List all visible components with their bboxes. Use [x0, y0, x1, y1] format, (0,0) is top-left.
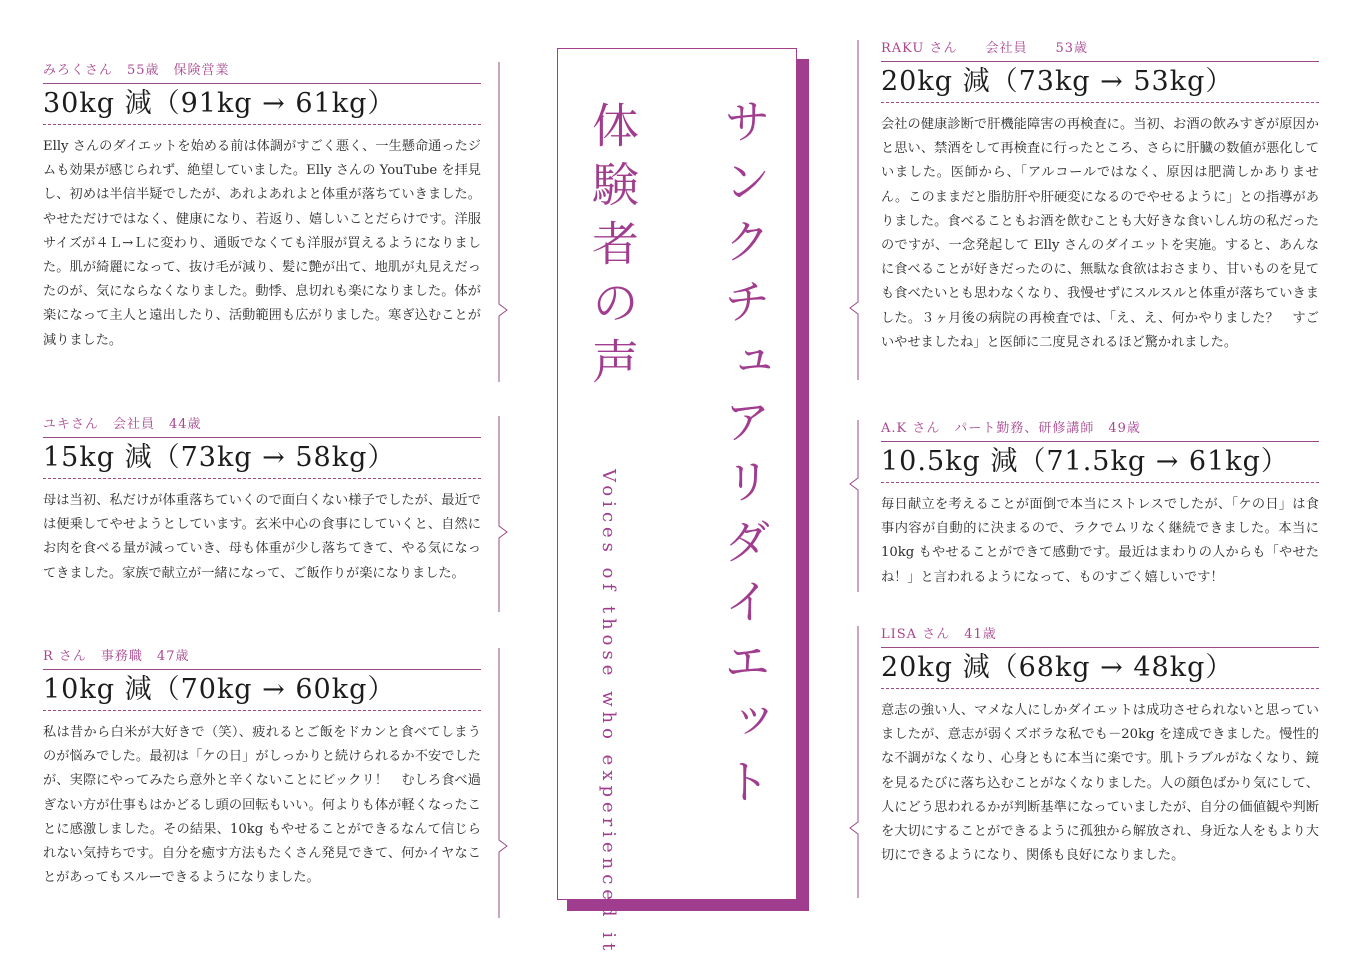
- testimonial-body: 意志の強い人、マメな人にしかダイエットは成功させられないと思っていましたが、意志が弱くズボラな私でも－20kg を達成できました。慢性的な不調がなくなり、心身ともに本当に楽です。肌トラブルがなくなり、鏡を見るたびに落ち込むことがなくなりました。人の顔色ばかり気にして、人にどう思われるかが判断基準になっていましたが、自分の価値観や判断を大切にすることができるように孤独から解放され、身近な人をもより大切にできるようになり、関係も良好になりました。: [881, 703, 1319, 864]
- subtitle-english: Voices of those who experienced it: [598, 469, 619, 955]
- testimonial-meta: A.K さん パート勤務、研修講師 49歳: [881, 421, 1141, 436]
- testimonial-body: 会社の健康診断で肝機能障害の再検査に。当初、お酒の飲みすぎが原因かと思い、禁酒をして再検査に行ったところ、さらに肝臓の数値が悪化していました。医師から、「アルコールではなく、原因は肥満しかありません。このままだと脂肪肝や肝硬変になるのでやせるように」との指導がありました。食べることもお酒を飲むことも大好きな食いしん坊の私だったのですが、一念発起して Elly さんのダイエットを実施。すると、あんなに食べることが好きだったのに、無駄な食欲はおさまり、甘いものを見ても食べたいとも思わなくなり、我慢せずにスルスルと体重が落ちていきました。３ヶ月後の病院の再検査では、「え、え、何かやりました？ すごいやせましたね」と医師に二度見されるほど驚かれました。: [881, 117, 1319, 350]
- bracket-line: [842, 626, 864, 898]
- bracket-line: [493, 62, 515, 382]
- testimonial-body: Elly さんのダイエットを始める前は体調がすごく悪く、一生懸命通ったジムも効果が感じられず、絶望していました。Elly さんの YouTube を拝見し、初めは半信半疑でしたが、あれよあれよと体重が落ちていきました。やせただけではなく、健康になり、若返り、嬉しいことだらけです。洋服サイズが４Ｌ→Ｌに変わり、通販でなくても洋服が買えるようになりました。肌が綺麗になって、抜け毛が減り、髪に艶が出て、地肌が丸見えだったのが、気にならなくなりました。動悸、息切れも楽になりました。体が楽になって主人と遠出したり、活動範囲も広がりました。寒ぎ込むことが減りました。: [43, 139, 481, 348]
- divider: [43, 710, 481, 711]
- divider: [881, 102, 1319, 103]
- divider: [43, 124, 481, 125]
- testimonial-card-4: [881, 40, 1319, 355]
- testimonial-meta: R さん 事務職 47歳: [43, 649, 190, 664]
- bracket-line: [493, 416, 515, 612]
- testimonial-headline: 10.5kg 減（71.5kg → 61kg）: [881, 446, 1289, 477]
- testimonial-card-2: [43, 416, 481, 586]
- bracket-line: [842, 420, 864, 592]
- testimonial-headline: 20kg 減（73kg → 53kg）: [881, 66, 1234, 97]
- testimonial-card-3: [43, 648, 481, 890]
- testimonial-body: 私は昔から白米が大好きで（笑）、疲れるとご飯をドカンと食べてしまうのが悩みでした。最初は「ケの日」がしっかりと続けられるか不安でしたが、実際にやってみたら意外と辛くないことにビックリ！ むしろ食べ過ぎない方が仕事もはかどるし頭の回転もいい。何よりも体が軽くなったことに感激しました。その結果、10kg もやせることができるなんて信じられない気持ちです。自分を癒す方法もたくさん発見できて、何かイヤなことがあってもスルーできるようになりました。: [43, 725, 481, 886]
- divider: [881, 482, 1319, 483]
- testimonial-meta: LISA さん 41歳: [881, 627, 997, 642]
- testimonial-card-1: [43, 62, 481, 353]
- divider: [881, 688, 1319, 689]
- testimonial-meta: RAKU さん 会社員 53歳: [881, 41, 1089, 56]
- divider: [43, 478, 481, 479]
- testimonial-card-6: [881, 626, 1319, 868]
- testimonial-meta: みろくさん 55歳 保険営業: [43, 63, 230, 78]
- testimonial-card-5: [881, 420, 1319, 590]
- testimonial-headline: 10kg 減（70kg → 60kg）: [43, 674, 396, 705]
- testimonial-headline: 30kg 減（91kg → 61kg）: [43, 88, 396, 119]
- testimonial-headline: 15kg 減（73kg → 58kg）: [43, 442, 396, 473]
- bracket-line: [493, 648, 515, 918]
- testimonial-meta: ユキさん 会社員 44歳: [43, 417, 202, 432]
- main-title: サンクチュアリダイエット: [716, 97, 771, 817]
- subtitle-japanese: 体験者の声: [584, 101, 639, 396]
- testimonial-body: 毎日献立を考えることが面倒で本当にストレスでしたが、「ケの日」は食事内容が自動的に決まるので、ラクでムリなく継続できました。本当に 10kg もやせることができて感動です。最近はまわりの人からも「やせたね！」と言われるようになって、ものすごく嬉しいです！: [881, 497, 1319, 585]
- title-panel: [557, 48, 797, 955]
- testimonial-body: 母は当初、私だけが体重落ちていくので面白くない様子でしたが、最近では便乗してやせようとしています。玄米中心の食事にしていくと、自然にお肉を食べる量が減っていき、母も体重が少し落ちてきて、やる気になってきました。家族で献立が一緒になって、ご飯作りが楽になりました。: [43, 493, 481, 581]
- bracket-line: [842, 40, 864, 380]
- testimonial-headline: 20kg 減（68kg → 48kg）: [881, 652, 1234, 683]
